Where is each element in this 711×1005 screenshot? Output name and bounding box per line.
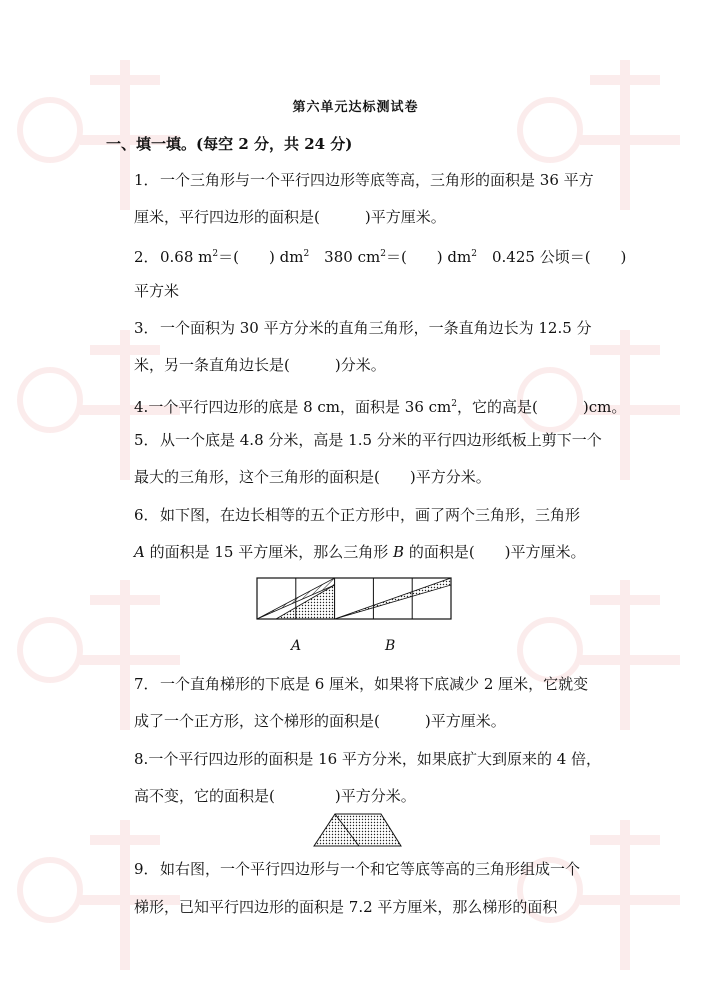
question-2-line-2: 平方米	[134, 282, 180, 300]
question-1-text: 一个三角形与一个平行四边形等底等高，三角形的面积是 36 平方	[160, 171, 594, 189]
question-1-line-1	[134, 170, 594, 190]
question-9-line-1	[134, 859, 580, 879]
superscript: 2	[380, 249, 386, 259]
question-2-part-3: 380 cm	[309, 248, 381, 266]
question-7-line-2: 成了一个正方形，这个梯形的面积是( )平方厘米。	[134, 712, 506, 730]
question-9-text: 如右图，一个平行四边形与一个和它等底等高的三角形组成一个	[160, 860, 581, 878]
question-5-number: 5．	[134, 431, 159, 449]
figure-label-a: A	[291, 638, 302, 654]
question-5-text: 从一个底是 4.8 分米，高是 1.5 分米的平行四边形纸板上剪下一个	[160, 431, 602, 449]
triangle-a-ref: A	[134, 543, 145, 561]
question-7-line-1	[134, 674, 588, 694]
triangle-a-dotted	[276, 585, 335, 619]
question-6-line-1	[134, 505, 580, 525]
superscript: 2	[451, 399, 458, 409]
question-8-line-1	[134, 749, 601, 769]
superscript: 2	[471, 249, 477, 259]
question-5-line-2: 最大的三角形，这个三角形的面积是( )平方分米。	[134, 468, 491, 486]
question-4-number: 4.	[134, 398, 149, 416]
trapezoid-figure	[313, 812, 403, 848]
triangle-b-ref: B	[393, 543, 405, 561]
question-5-line-1	[134, 430, 602, 450]
question-6-text-2: 的面积是 15 平方厘米，那么三角形	[144, 543, 394, 561]
question-3-line-1	[134, 318, 592, 338]
question-2-part-4: ＝( ) dm	[385, 248, 472, 266]
superscript: 2	[212, 249, 219, 259]
section-heading: 一、填一填。(每空 2 分，共 24 分)	[106, 135, 353, 153]
question-8-number: 8.	[134, 750, 149, 768]
question-1-line-2: 厘米，平行四边形的面积是( )平方厘米。	[134, 208, 446, 226]
question-3-line-2: 米，另一条直角边长是( )分米。	[134, 356, 386, 374]
question-7-number: 7．	[134, 675, 159, 693]
question-4-part-1: 一个平行四边形的底是 8 cm，面积是 36 cm	[148, 398, 452, 416]
question-2-part-1: 0.68 m	[160, 248, 213, 266]
watermark-logo-icon	[510, 40, 690, 240]
question-6-text: 如下图，在边长相等的五个正方形中，画了两个三角形，三角形	[160, 506, 581, 524]
question-9-line-2: 梯形，已知平行四边形的面积是 7.2 平方厘米，那么梯形的面积	[134, 898, 558, 916]
question-3-text: 一个面积为 30 平方分米的直角三角形，一条直角边长为 12.5 分	[160, 319, 592, 337]
superscript: 2	[303, 249, 310, 259]
question-2-number: 2．	[134, 248, 159, 266]
question-7-text: 一个直角梯形的下底是 6 厘米，如果将下底减少 2 厘米，它就变	[160, 675, 589, 693]
question-2-part-2: ＝( ) dm	[218, 248, 304, 266]
question-4-line-1	[134, 394, 626, 417]
question-8-text: 一个平行四边形的面积是 16 平方分米，如果底扩大到原来的 4 倍，	[148, 750, 602, 768]
watermark-logo-icon	[510, 560, 690, 760]
question-6-text-3: 的面积是( )平方厘米。	[404, 543, 586, 561]
question-4-part-2: ，它的高是( )cm。	[457, 398, 627, 416]
question-3-number: 3．	[134, 319, 159, 337]
question-6-line-2	[134, 542, 586, 562]
question-9-number: 9．	[134, 860, 159, 878]
exam-title: 第六单元达标测试卷	[292, 100, 419, 115]
figure-label-b: B	[385, 638, 396, 654]
five-squares-figure	[256, 577, 452, 621]
triangle-b	[335, 578, 451, 619]
question-6-number: 6．	[134, 506, 159, 524]
question-2-part-5: 0.425 公顷＝( )	[476, 248, 627, 266]
question-8-line-2: 高不变，它的面积是( )平方分米。	[134, 787, 416, 805]
question-2-line-1	[134, 244, 626, 267]
question-1-number: 1．	[134, 171, 159, 189]
